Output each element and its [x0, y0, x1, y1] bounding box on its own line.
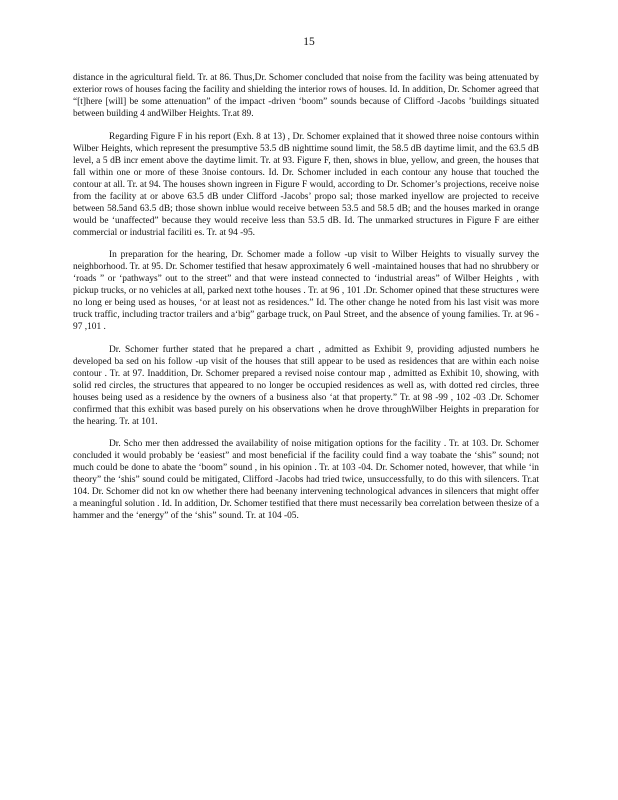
paragraph-2: Regarding Figure F in his report (Exh. 8 at 13) , Dr. Schomer explained that it showed three noise contours within Wilber Heights, which represent the presumptive 53.5 dB nighttime sound limit, the 58.5 dB daytime limit, and the 63.5 dB level, a 5 dB incr ement above the daytime limit. Tr. at 93. Figure F, then, shows in blue, yellow, and green, the houses that fall within one or more of these 3noise contours. Id. Dr. Schomer included in each contour any house that touched the contour at all. Tr. at 94. The houses shown ingreen in Figure F would, according to Dr. Schomer’s projections, receive noise from the facility at or above 63.5 dB under Clifford -Jacobs’ propo sal; those marked inyellow are projected to receive between 58.5and 63.5 dB; those shown inblue would receive between 53.5 and 58.5 dB; and the houses marked in orange would be ‘unaffected” because they would receive less than 53.5 dB. Id. The unmarked structures in Figure F are either commercial or industrial faciliti es. Tr. at 94 -95. [73, 131, 539, 238]
paragraph-1: distance in the agricultural field. Tr. at 86. Thus,Dr. Schomer concluded that noise from the facility was being attenuated by exterior rows of houses facing the facility and shielding the interior rows of houses. Id. In addition, Dr. Schomer agreed that “[t]here [will] be some attenuation” of the impact -driven ‘boom” sounds because of Clifford -Jacobs ’buildings situated between building 4 andWilber Heights. Tr.at 89. [73, 73, 539, 119]
paragraph-3: In preparation for the hearing, Dr. Schomer made a follow -up visit to Wilber Heights to visually survey the neighborhood. Tr. at 95. Dr. Schomer testified that hesaw approximately 6 well -maintained houses that had no shrubbery or ‘roads ” or ‘pathways” out to the street” and that were instead connected to ‘industrial areas” of Wilber Heights , with pickup trucks, or no vehicles at all, parked next tothe houses . Tr. at 96 , 101 .Dr. Schomer opined that these structures were no long er being used as houses, ‘or at least not as residences.” Id. The other change he noted from his last visit was more truck traffic, including tractor trailers and a‘big” garbage truck, on Paul Street, and the absence of young families. Tr. at 96 - 97 ,101 . [73, 250, 539, 332]
page-number: 15 [303, 36, 315, 48]
body-text [73, 72, 539, 533]
paragraph-4: Dr. Schomer further stated that he prepared a chart , admitted as Exhibit 9, providing adjusted numbers he developed ba sed on his follow -up visit of the houses that still appear to be used as residences that are within each noise contour . Tr. at 97. Inaddition, Dr. Schomer prepared a revised noise contour map , admitted as Exhibit 10, showing, with solid red circles, the structures that appeared to no longer be occupied residences as well as, with dotted red circles, three houses being used as a residence by the owners of a business also ‘at that property.” Tr. at 98 -99 , 102 -03 .Dr. Schomer confirmed that this exhibit was based purely on his observations when he drove throughWilber Heights in preparation for the hearing. Tr. at 101. [73, 344, 539, 427]
paragraph-5: Dr. Scho mer then addressed the availability of noise mitigation options for the facility . Tr. at 103. Dr. Schomer concluded it would probably be ‘easiest” and most beneficial if the facility could find a way toabate the ‘shis” sound; not much could be done to abate the ‘boom” sound , in his opinion . Tr. at 103 -04. Dr. Schomer noted, however, that while ‘in theory” the ‘shis” sound could be mitigated, Clifford -Jacobs had tried twice, unsuccessfully, to do this with silencers. Tr.at 104. Dr. Schomer did not kn ow whether there had beenany intervening technological advances in silencers that might offer a meaningful solution . Id. In addition, Dr. Schomer testified that there must necessarily bea correlation between thesize of a hammer and the ‘energy” of the ‘shis” sound. Tr. at 104 -05. [73, 439, 539, 521]
